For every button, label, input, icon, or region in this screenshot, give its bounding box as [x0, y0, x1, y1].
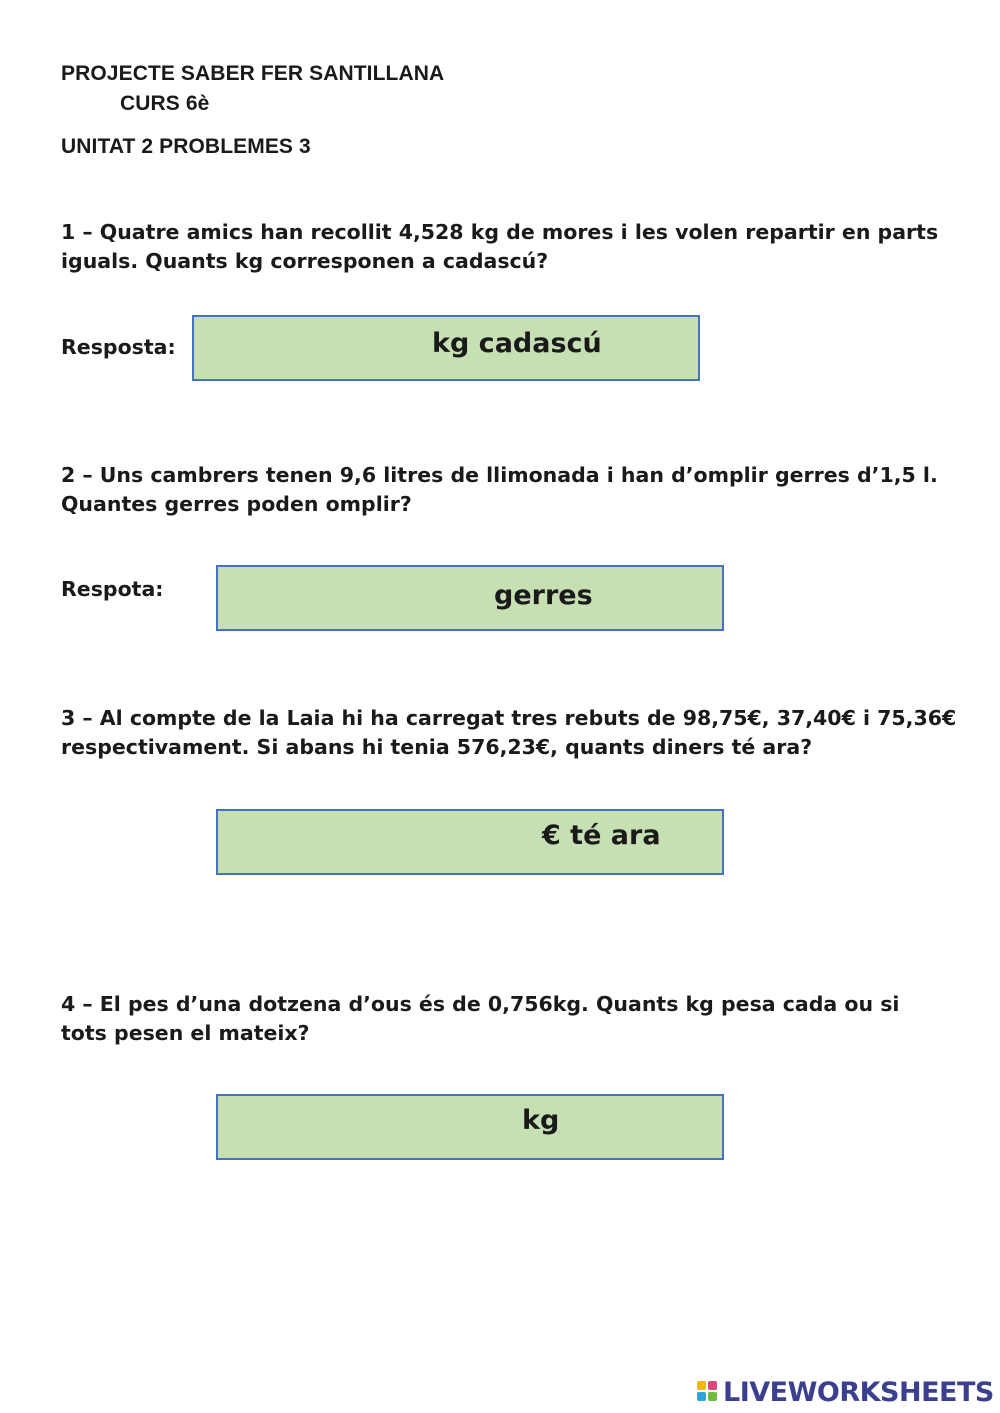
course-label: CURS 6è: [120, 92, 210, 115]
liveworksheets-logo-icon: [697, 1381, 719, 1403]
answer-label-2: Respota:: [61, 577, 164, 601]
answer-unit-1: kg cadascú: [432, 328, 602, 359]
answer-box-4[interactable]: [216, 1094, 724, 1160]
answer-box-3[interactable]: [216, 809, 724, 875]
answer-label-1: Resposta:: [61, 335, 176, 359]
answer-input-4[interactable]: [226, 1104, 506, 1150]
liveworksheets-logo: [697, 1377, 994, 1408]
answer-input-3[interactable]: [226, 819, 526, 865]
answer-input-2[interactable]: [226, 575, 476, 621]
answer-input-1[interactable]: [202, 325, 422, 371]
answer-box-1[interactable]: [192, 315, 700, 381]
unit-title: UNITAT 2 PROBLEMES 3: [61, 135, 311, 158]
liveworksheets-brand-text: LIVEWORKSHEETS: [723, 1377, 994, 1408]
answer-unit-2: gerres: [494, 580, 593, 611]
project-title: PROJECTE SABER FER SANTILLANA: [61, 62, 445, 85]
question-2-text: 2 – Uns cambrers tenen 9,6 litres de llimonada i han d’omplir gerres d’1,5 l. Quantes gerres poden omplir?: [61, 463, 938, 516]
question-4-text: 4 – El pes d’una dotzena d’ous és de 0,756kg. Quants kg pesa cada ou si tots pesen el mateix?: [61, 992, 900, 1045]
answer-box-2[interactable]: [216, 565, 724, 631]
answer-unit-4: kg: [522, 1105, 560, 1136]
answer-unit-3: € té ara: [542, 820, 661, 851]
question-1-text: 1 – Quatre amics han recollit 4,528 kg de mores i les volen repartir en parts iguals. Quants kg corresponen a cadascú?: [61, 220, 939, 273]
question-3-text: 3 – Al compte de la Laia hi ha carregat tres rebuts de 98,75€, 37,40€ i 75,36€ respectivament. Si abans hi tenia 576,23€, quants diners té ara?: [61, 706, 957, 759]
